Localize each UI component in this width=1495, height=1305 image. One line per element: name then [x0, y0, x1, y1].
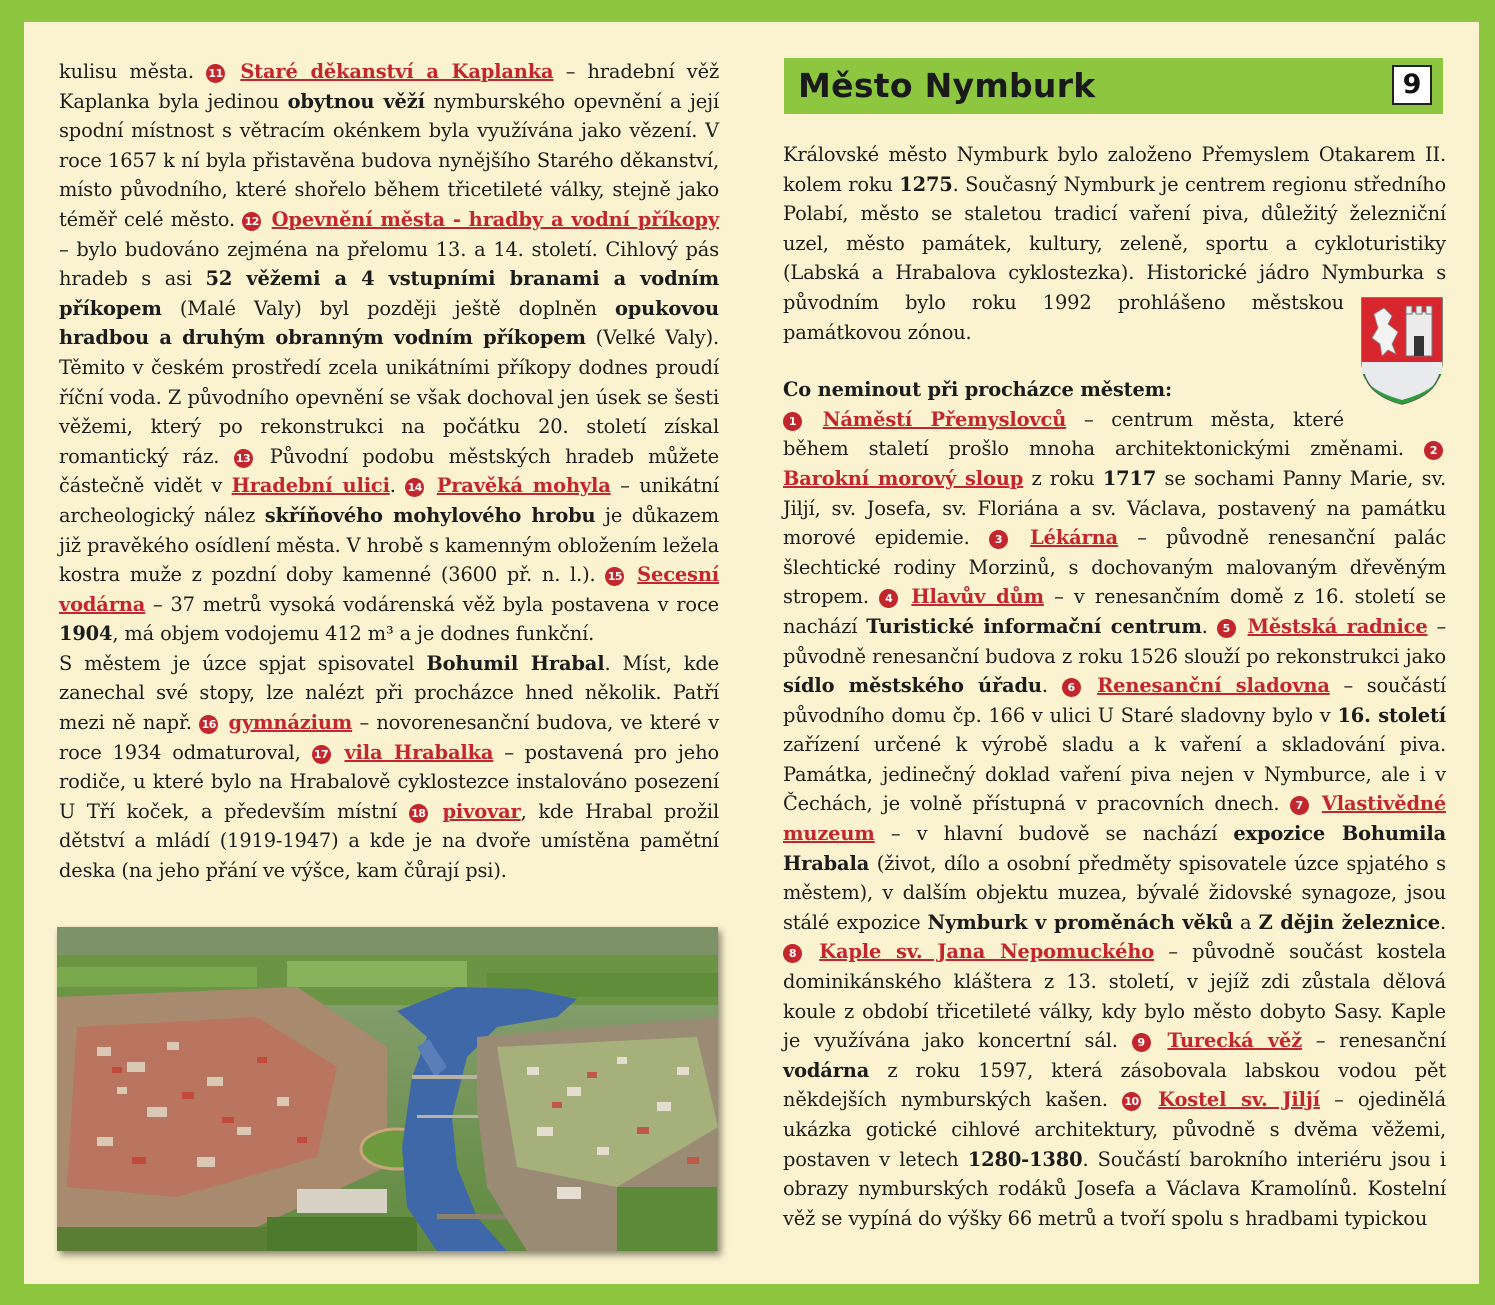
bold-text: Turistické informační centrum: [866, 614, 1202, 638]
coat-of-arms-icon: [1358, 294, 1446, 406]
bold-text: 16. století: [1337, 703, 1447, 727]
poi-link-gymnazium[interactable]: gymnázium: [228, 711, 353, 735]
poi-marker-13: 13: [234, 449, 253, 468]
poi-link-hlavuv-dum[interactable]: Hlavův dům: [911, 585, 1044, 609]
text: zařízení určené k výrobě sladu a k vaření a skladování piva. Památka, jedinečný doklad vaření piva nejen v Nymburce, ale i v Čechách, je volně přístupná v pracovních dnech.: [783, 733, 1446, 816]
poi-marker-14: 14: [405, 478, 424, 497]
text: Královské město Nymburk bylo založeno Přemyslem Otakarem II. kolem roku: [783, 143, 1446, 196]
bold-text: sídlo městského úřadu: [783, 674, 1042, 698]
bold-text: Nymburk v proměnách věků: [927, 910, 1233, 934]
poi-link-praveka-mohyla[interactable]: Pravěká mohyla: [436, 474, 611, 498]
poi-marker-2: 2: [1424, 441, 1443, 460]
poi-link-opevneni[interactable]: Opevnění města - hradby a vodní příkopy: [271, 207, 719, 231]
text: , kde Hrabal prožil dětství a mládí (1919-1947) a kde je na dvoře umístěna pamětní deska (na jeho přání ve výšce, kam čůrají psi).: [59, 799, 719, 883]
poi-marker-4: 4: [879, 589, 898, 608]
bold-text: 1275: [899, 172, 953, 196]
poi-link-vila-hrabalka[interactable]: vila Hrabalka: [344, 740, 494, 764]
text: nymburského opevnění a její spodní místnost s větracím okénkem byla využívána jako vězení. V roce 1657 k ní byla přistavěna budova nynějšího Starého děkanství, místo původního, které shořelo během třicetileté války, stejně jako téměř celé město.: [59, 89, 719, 231]
bold-text: opukovou hradbou a druhým obranným vodním příkopem: [59, 296, 719, 350]
aerial-city-photo: [57, 927, 718, 1251]
text: – novorenesanční budova, ve které v roce 1934 odmaturoval,: [59, 711, 719, 764]
poi-marker-5: 5: [1217, 619, 1236, 638]
poi-marker-15: 15: [605, 567, 624, 586]
poi-list: [783, 405, 1446, 1234]
text: .: [389, 474, 406, 498]
poi-marker-12: 12: [242, 212, 261, 231]
text: – bylo budováno zejména na přelomu 13. a 14. století. Cihlový pás hradeb s asi: [59, 237, 719, 291]
poi-marker-7: 7: [1290, 796, 1309, 815]
text: . Míst, kde zanechal své stopy, lze nalézt při procházce hned několik. Patří mezi ně např.: [59, 651, 719, 735]
poi-link-sladovna[interactable]: Renesanční sladovna: [1097, 674, 1330, 698]
text: z roku: [1023, 466, 1103, 490]
text: – součástí původního domu čp. 166 v ulici U Staré sladovny bylo v: [783, 674, 1446, 727]
intro-paragraph: [783, 140, 1446, 347]
left-paragraph-fortifications: [59, 57, 719, 649]
text: a: [1232, 910, 1259, 934]
text: se sochami Panny Marie, sv. Jiljí, sv. Josefa, sv. Floriána a sv. Václava, postavený na památku morové epidemie.: [783, 466, 1446, 550]
bold-text: expozice Bohumila Hrabala: [783, 822, 1446, 875]
text: . Součástí barokního interiéru jsou i obrazy nymburských rodáků Josefa a Václava Kramolínů. Kostelní věž se vypíná do výšky 66 metrů a tvoří spolu s hradbami typickou: [783, 1147, 1446, 1230]
poi-link-secesni-vodarna[interactable]: Secesní vodárna: [59, 563, 719, 616]
bold-text: 1904: [59, 622, 113, 646]
poi-marker-17: 17: [312, 745, 331, 764]
poi-marker-18: 18: [409, 804, 428, 823]
text: (Malé Valy) byl později ještě doplněn: [161, 296, 615, 320]
right-column: [783, 140, 1446, 1233]
poi-link-kostel[interactable]: Kostel sv. Jiljí: [1158, 1088, 1320, 1112]
text: – původně součást kostela dominikánského kláštera z 13. století, v jejíž zdi zůstala dělová koule z období třicetileté války, kdy bylo město dobyto Sasy. Kaple je využívána jako koncertní sál.: [783, 940, 1446, 1053]
poi-link-stare-dekanstvi[interactable]: Staré děkanství a Kaplanka: [240, 60, 554, 83]
text: .: [1041, 674, 1062, 698]
poi-link-namesti[interactable]: Náměstí Přemyslovců: [822, 407, 1067, 431]
text: – v hlavní budově se nachází: [874, 822, 1234, 846]
aerial-city-illustration: [57, 927, 718, 1251]
text: bylo roku 1992 prohlášeno městskou památkovou zónou.: [783, 290, 1344, 344]
text: – unikátní archeologický nález: [59, 474, 719, 527]
poi-marker-11: 11: [206, 64, 225, 83]
poi-marker-8: 8: [783, 944, 802, 963]
bold-text: obytnou věží: [287, 89, 425, 113]
text: – postavená pro jeho rodiče, u které bylo na Hrabalově cyklostezce instalováno posezení U Tří koček, a především místní: [59, 740, 719, 823]
poi-link-hradebni-ulice[interactable]: Hradební ulici: [231, 474, 390, 498]
text: S městem je úzce spjat spisovatel: [59, 651, 427, 675]
poi-marker-10: 10: [1122, 1092, 1141, 1111]
text: , má objem vodojemu 412 m³ a je dodnes funkční.: [112, 622, 595, 646]
poi-link-lekarna[interactable]: Lékárna: [1030, 526, 1118, 550]
poi-marker-6: 6: [1062, 678, 1081, 697]
poi-link-pivovar[interactable]: pivovar: [442, 799, 521, 823]
poi-marker-9: 9: [1132, 1033, 1151, 1052]
page-title: Město Nymburk: [798, 66, 1096, 105]
poi-link-radnice[interactable]: Městská radnice: [1247, 614, 1428, 638]
section-header: [784, 58, 1443, 114]
bold-text: skříňového mohylového hrobu: [264, 503, 596, 527]
left-paragraph-hrabal: [59, 649, 719, 886]
text: – v renesančním domě z 16. století se nachází: [783, 585, 1446, 638]
section-heading: Co neminout při procházce městem:: [783, 378, 1173, 402]
bold-text: Z dějin železnice: [1258, 910, 1440, 934]
text: .: [1439, 910, 1446, 934]
poi-marker-3: 3: [989, 530, 1008, 549]
text: (Velké Valy). Těmito v českém prostředí zcela unikátními příkopy dodnes proudí říční voda. Z původního opevnění se však dochoval jen úsek se šesti věžemi, který po rekonstrukci na počátku 20. století získal romantický ráz.: [59, 326, 719, 468]
poi-link-muzeum[interactable]: Vlastivědné muzeum: [783, 792, 1447, 846]
poi-link-kaple[interactable]: Kaple sv. Jana Nepomuckého: [819, 940, 1155, 964]
bold-text: 1280-1380: [967, 1147, 1083, 1171]
text: – hradební věž Kaplanka byla jedinou: [59, 60, 720, 113]
text: kulisu města.: [59, 60, 207, 83]
text: z roku 1597, která zásobovala labskou vodou pět někdejších nymburských kašen.: [783, 1058, 1446, 1112]
poi-marker-1: 1: [783, 412, 802, 431]
text: – centrum města, které během staletí prošlo mnoha architektonickými změnami.: [783, 407, 1424, 461]
brochure-page: [24, 22, 1479, 1284]
bold-text: vodárna: [783, 1058, 870, 1082]
text: – renesanční: [1302, 1029, 1447, 1053]
text: – ojedinělá ukázka gotické cihlové architektury, původně s dvěma věžemi, postaven v letech: [783, 1088, 1447, 1171]
text: (život, dílo a osobní předměty spisovatele úzce spjatého s městem), v dalším objektu muzea, bývalé židovské synagoze, jsou stálé expozice: [783, 851, 1446, 934]
text: .: [1201, 614, 1217, 638]
text: Původní podobu městských hradeb můžete částečně vidět v: [59, 444, 720, 498]
poi-link-morovy-sloup[interactable]: Barokní morový sloup: [783, 466, 1024, 490]
text: – původně renesanční palác šlechtické rodiny Morzinů, s dochovaným malovaným dřevěným stropem.: [783, 526, 1447, 609]
text: . Současný Nymburk je centrem regionu středního Polabí, město se staletou tradicí vaření piva, důležitý železniční uzel, město památek, kultury, zeleně, sportu a cykloturistiky (Labská a Hrabalova cyklostezka). Historické jádro Nymburka s původním: [783, 172, 1446, 314]
poi-link-turecka-vez[interactable]: Turecká věž: [1167, 1029, 1303, 1053]
page-number-badge: 9: [1392, 65, 1432, 105]
bold-text: 52 věžemi a 4 vstupními branami a vodním příkopem: [59, 267, 720, 320]
poi-marker-16: 16: [199, 715, 218, 734]
text: je důkazem již pravěkého osídlení města. V hrobě s kamenným obložením ležela kostra muže z pozdní doby kamenné (3600 př. n. l.).: [59, 503, 719, 587]
text: – 37 metrů vysoká vodárenská věž byla postavena v roce: [145, 592, 719, 616]
bold-text: 1717: [1102, 466, 1157, 490]
bold-text: Bohumil Hrabal: [426, 651, 605, 675]
left-column: [59, 57, 719, 886]
text: – původně renesanční budova z roku 1526 slouží po rekonstrukci jako: [783, 614, 1446, 668]
